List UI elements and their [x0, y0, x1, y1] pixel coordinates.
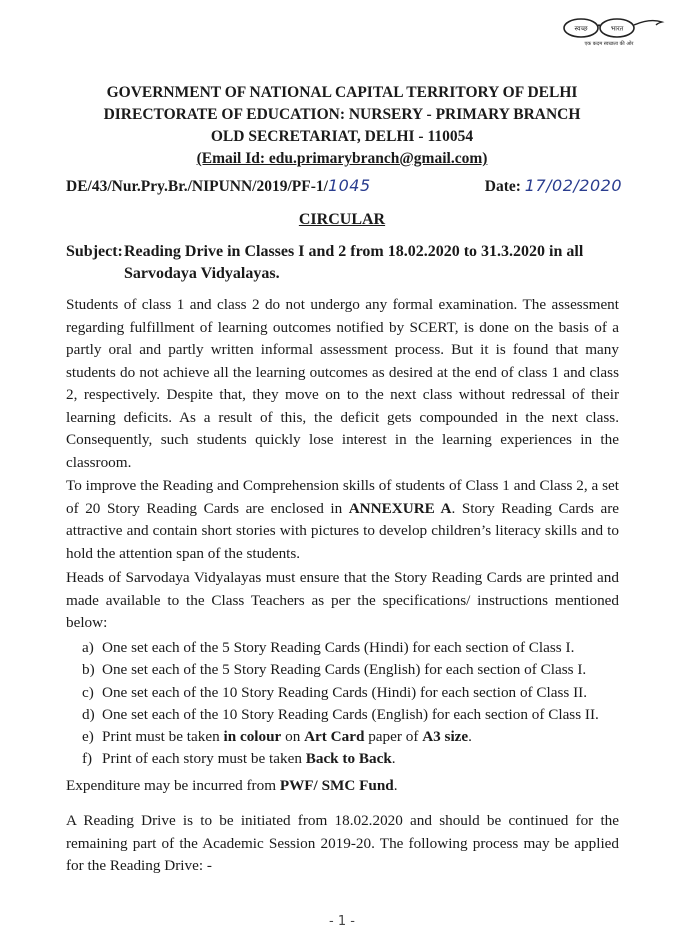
directorate-line: DIRECTORATE OF EDUCATION: NURSERY - PRIMARY BRANCH	[103, 106, 581, 123]
handwritten-number: 1045	[327, 176, 371, 195]
list-emphasis: Art Card	[304, 728, 365, 746]
address-line: OLD SECRETARIAT, DELHI - 110054	[210, 128, 474, 145]
list-item	[82, 637, 627, 659]
list-marker: a)	[82, 639, 94, 656]
reference-row	[66, 176, 622, 200]
subject-line-1: Reading Drive in Classes I and 2 from 18.02.2020 to 31.3.2020 in all	[124, 243, 584, 260]
subject	[66, 241, 626, 285]
list-emphasis: Back to Back	[305, 750, 392, 768]
list-item	[82, 704, 627, 726]
handwritten-date: 17/02/2020	[524, 176, 622, 195]
paragraph-reading-cards	[66, 475, 619, 565]
list-marker: e)	[82, 728, 94, 746]
list-text: One set each of the 5 Story Reading Cards (Hindi) for each section of Class I.	[102, 639, 575, 656]
list-marker: c)	[82, 683, 94, 701]
list-item	[82, 682, 627, 704]
subject-label: Subject:	[66, 243, 123, 260]
list-marker: f)	[82, 750, 93, 768]
paragraph-text: . Story Reading Cards are attractive and contain short stories with pictures to develop children’s literacy skills and to hold the attention span of the students.	[66, 499, 619, 562]
paragraph-expenditure	[66, 775, 619, 798]
list-text: .	[391, 750, 396, 768]
annexure-reference: ANNEXURE A	[348, 499, 452, 517]
logo-caption: एक कदम स्वच्छता की ओर	[584, 41, 634, 47]
list-text: on	[281, 728, 305, 746]
fund-name: PWF/ SMC Fund	[279, 777, 394, 794]
list-emphasis: A3 size	[422, 728, 469, 746]
date-block	[485, 176, 622, 196]
government-line: GOVERNMENT OF NATIONAL CAPITAL TERRITORY OF DELHI	[106, 84, 578, 101]
list-emphasis: in colour	[223, 728, 282, 746]
reference-prefix: DE/43/Nur.Pry.Br./NIPUNN/2019/PF-1/	[66, 178, 328, 195]
specifications-list	[82, 637, 627, 771]
list-text: paper of	[364, 728, 423, 746]
list-marker: d)	[82, 705, 95, 723]
date-label: Date:	[484, 178, 525, 195]
document-title: CIRCULAR	[298, 211, 386, 228]
paragraph-text: Expenditure may be incurred from	[66, 777, 280, 794]
list-item	[82, 726, 627, 748]
list-text: Print must be taken	[102, 728, 224, 746]
list-text: .	[468, 728, 472, 746]
list-item	[82, 748, 627, 770]
logo-right-text: भारत	[610, 24, 624, 33]
list-text: One set each of the 5 Story Reading Cards (English) for each section of Class I.	[102, 661, 587, 679]
list-marker: b)	[82, 661, 95, 679]
paragraph-text: To improve the Reading and Comprehension skills of students of Class 1 and Class 2, a set of 20 Story Reading Cards are enclosed in	[66, 477, 619, 517]
list-text: One set each of the 10 Story Reading Cards (English) for each section of Class II.	[102, 705, 599, 723]
reference-number	[66, 176, 371, 196]
paragraph-reading-drive: A Reading Drive is to be initiated from 18.02.2020 and should be continued for the remaining part of the Academic Session 2019-20. The following process may be applied for the Reading Drive: -	[66, 812, 619, 874]
page-number: - 1 -	[329, 914, 355, 929]
letterhead	[0, 82, 684, 170]
logo-left-text: स्वच्छ	[574, 24, 588, 33]
list-text: One set each of the 10 Story Reading Cards (Hindi) for each section of Class II.	[102, 683, 588, 701]
paragraph-instructions: Heads of Sarvodaya Vidyalayas must ensure that the Story Reading Cards are printed and made available to the Class Teachers as per the specifications/ instructions mentioned below:	[66, 569, 619, 631]
email-line: (Email Id: edu.primarybranch@gmail.com)	[196, 150, 488, 167]
paragraph-text: .	[393, 777, 398, 794]
subject-line-2: Sarvodaya Vidyalayas.	[124, 265, 280, 282]
list-text: Print of each story must be taken	[102, 750, 306, 768]
paragraph-background: Students of class 1 and class 2 do not undergo any formal examination. The assessment regarding fulfillment of learning outcomes notified by SCERT, is done on the basis of a partly oral and partly written informal assessment process. But it is found that many students do not achieve all the learning outcomes as desired at the end of class 1 and class 2, respectively. Despite that, they move on to the next class without redressal of their learning deficits. As a result of this, the deficit gets compounded in the next class. Consequently, such students quickly lose interest in the learning experiences in the classroom.	[66, 296, 619, 471]
list-item	[82, 659, 627, 681]
